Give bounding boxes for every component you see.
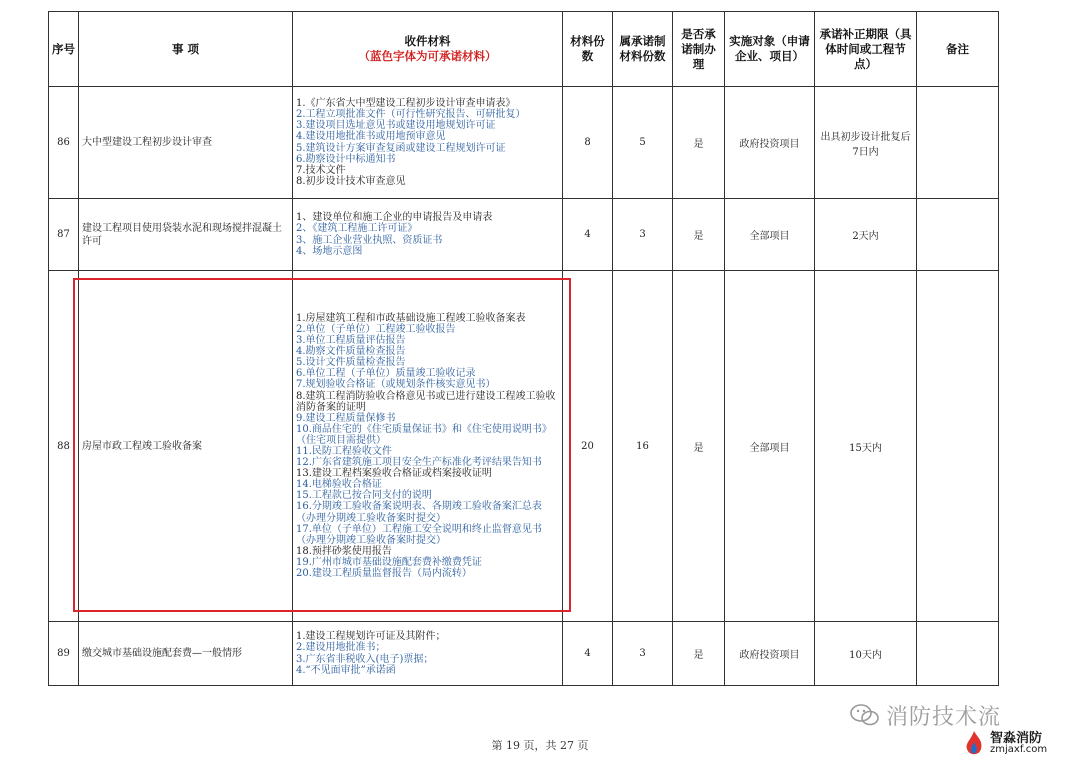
material-line: 5.设计文件质量检查报告	[296, 357, 406, 369]
material-line: 12.广东省建筑施工项目安全生产标准化考评结果告知书	[296, 457, 542, 469]
cell-item: 房屋市政工程竣工验收备案	[79, 271, 293, 622]
material-line: 20.建设工程质量监督报告（局内流转）	[296, 568, 472, 580]
cell-materials	[293, 271, 563, 622]
header-deadline: 承诺补正期限（具体时间或工程节点）	[815, 12, 917, 87]
material-line: 1.《广东省大中型建设工程初步设计审查申请表》	[296, 98, 516, 110]
material-line: 4.建设用地批准书或用地预审意见	[296, 131, 446, 143]
material-line: 2.建设用地批准书；	[296, 642, 386, 654]
header-promise-count: 属承诺制材料份数	[613, 12, 673, 87]
material-line: 3、施工企业营业执照、资质证书	[296, 234, 443, 246]
material-line: 1、建设单位和施工企业的申请报告及申请表	[296, 212, 493, 224]
cell-item: 大中型建设工程初步设计审查	[79, 87, 293, 199]
header-remark: 备注	[917, 12, 999, 87]
cell-seq: 86	[49, 87, 79, 199]
flame-logo-icon	[962, 729, 986, 763]
material-line: 17.单位（子单位）工程施工安全说明和终止监督意见书（办理分期竣工验收备案时提交）	[296, 523, 542, 546]
material-line: 2.单位（子单位）工程竣工验收报告	[296, 323, 456, 335]
cell-target: 全部项目	[725, 199, 815, 271]
cell-remark	[917, 622, 999, 686]
material-line: 13.建设工程档案验收合格证或档案接收证明	[296, 468, 492, 480]
cell-promise-count: 16	[613, 271, 673, 622]
cell-count: 20	[563, 271, 613, 622]
cell-target: 政府投资项目	[725, 87, 815, 199]
header-item: 事 项	[79, 12, 293, 87]
cell-remark	[917, 271, 999, 622]
cell-count: 4	[563, 199, 613, 271]
cell-count: 8	[563, 87, 613, 199]
cell-deadline: 15天内	[815, 271, 917, 622]
header-seq: 序号	[49, 12, 79, 87]
cell-target: 全部项目	[725, 271, 815, 622]
cell-item: 建设工程项目使用袋装水泥和现场搅拌混凝土许可	[79, 199, 293, 271]
material-line: 1.建设工程规划许可证及其附件；	[296, 631, 446, 643]
header-is-promise: 是否承诺制办理	[673, 12, 725, 87]
wechat-icon	[850, 703, 880, 733]
material-line: 2、《建筑工程施工许可证》	[296, 223, 418, 235]
material-line: 15.工程款已按合同支付的说明	[296, 490, 432, 502]
cell-deadline: 出具初步设计批复后7日内	[815, 87, 917, 199]
logo-name: 智淼消防	[990, 731, 1043, 746]
material-line: 1.房屋建筑工程和市政基础设施工程竣工验收备案表	[296, 312, 526, 324]
logo-url: zmjaxf.com	[990, 744, 1048, 755]
site-logo	[962, 727, 1074, 761]
material-line: 7.规划验收合格证（或规划条件核实意见书）	[296, 379, 496, 391]
material-line: 5.建筑设计方案审查复函或建设工程规划许可证	[296, 142, 506, 154]
cell-target: 政府投资项目	[725, 622, 815, 686]
cell-count: 4	[563, 622, 613, 686]
material-line: 4.勘察文件质量检查报告	[296, 346, 406, 358]
cell-seq: 89	[49, 622, 79, 686]
header-materials-title: 收件材料	[404, 34, 451, 48]
header-count: 材料份数	[563, 12, 613, 87]
material-line: 6.单位工程（子单位）质量竣工验收记录	[296, 368, 476, 380]
header-materials	[293, 12, 563, 87]
material-line: 4.“不见面审批”承诺函	[296, 664, 396, 676]
material-line: 18.预拌砂浆使用报告	[296, 545, 392, 557]
material-line: 19.广州市城市基础设施配套费补缴费凭证	[296, 556, 482, 568]
cell-materials	[293, 199, 563, 271]
material-line: 9.建设工程质量保修书	[296, 412, 396, 424]
material-line: 11.民防工程验收文件	[296, 446, 392, 457]
material-line: 3.建设项目选址意见书或建设用地规划许可证	[296, 120, 496, 132]
material-line: 3.广东省非税收入(电子)票据；	[296, 653, 434, 665]
table-header-row	[49, 12, 999, 87]
table-row	[49, 87, 999, 199]
material-line: 4、场地示意图	[296, 245, 363, 257]
cell-is-promise: 是	[673, 271, 725, 622]
materials-table	[48, 11, 999, 686]
material-line: 7.技术文件	[296, 164, 346, 176]
cell-seq: 87	[49, 199, 79, 271]
material-line: 10.商品住宅的《住宅质量保证书》和《住宅使用说明书》（住宅项目需提供）	[296, 423, 552, 446]
cell-promise-count: 5	[613, 87, 673, 199]
material-line: 8.建筑工程消防验收合格意见书或已进行建设工程竣工验收消防备案的证明	[296, 390, 556, 413]
cell-seq: 88	[49, 271, 79, 622]
header-target: 实施对象（申请企业、项目）	[725, 12, 815, 87]
cell-is-promise: 是	[673, 87, 725, 199]
material-line: 16.分期竣工验收备案说明表、各期竣工验收备案汇总表（办理分期竣工验收备案时提交）	[296, 501, 542, 524]
cell-is-promise: 是	[673, 622, 725, 686]
material-line: 2.工程立项批准文件（可行性研究报告、可研批复）	[296, 109, 526, 121]
header-materials-note: （蓝色字体为可承诺材料）	[358, 49, 497, 63]
cell-deadline: 10天内	[815, 622, 917, 686]
cell-materials	[293, 622, 563, 686]
material-line: 14.电梯验收合格证	[296, 479, 382, 491]
material-line: 3.单位工程质量评估报告	[296, 335, 406, 347]
cell-remark	[917, 87, 999, 199]
watermark-text: 消防技术流	[886, 705, 1002, 730]
cell-materials	[293, 87, 563, 199]
table-row	[49, 622, 999, 686]
cell-item: 缴交城市基础设施配套费—一般情形	[79, 622, 293, 686]
table-row	[49, 199, 999, 271]
cell-promise-count: 3	[613, 199, 673, 271]
cell-deadline: 2天内	[815, 199, 917, 271]
material-line: 8.初步设计技术审查意见	[296, 175, 406, 187]
page-footer: 第 19 页，共 27 页	[491, 739, 589, 752]
material-line: 6.勘察设计中标通知书	[296, 153, 396, 165]
cell-is-promise: 是	[673, 199, 725, 271]
table-row	[49, 271, 999, 622]
cell-remark	[917, 199, 999, 271]
cell-promise-count: 3	[613, 622, 673, 686]
